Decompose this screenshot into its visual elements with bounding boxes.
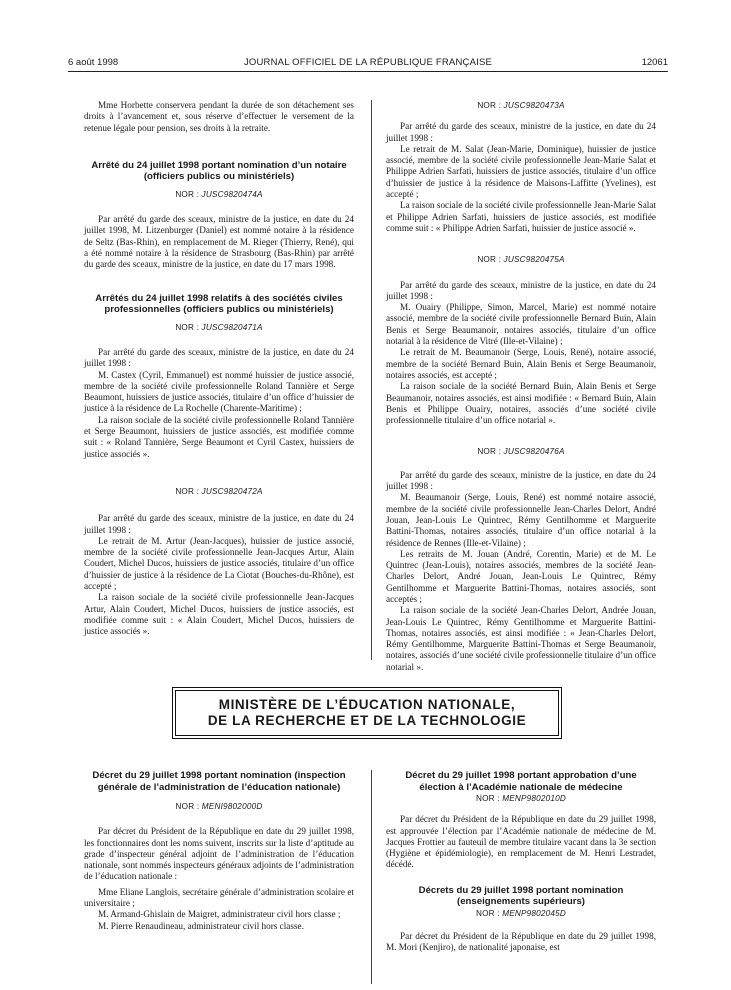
paragraph: M. Beaumanoir (Serge, Louis, René) est nommé notaire associé, membre de la société civile professionnelle Jean-Charles Delort, André Jouan, Jean-Louis Le Quintrec, Rémy Gentilhomme et Marguerite Battini-Thomas, notaires associés, titulaire d’un office notarial à la résidence de Rennes (Ille-et-Vilaine) ; [386, 492, 656, 548]
column-divider [371, 770, 372, 984]
nor-reference: NOR : JUSC9820474A [175, 189, 263, 199]
decree-title: Arrêté du 24 juillet 1998 portant nomination d’un notaire (officiers publics ou ministériels) [91, 159, 347, 183]
header-rule [68, 71, 668, 72]
paragraph: Les retraits de M. Jouan (André, Corentin, Marie) et de M. Le Quintrec (Jean-Louis), notaires associés, membres de la société Jean-Charles Delort, André Jouan, Jean-Louis Le Quintrec, Rémy Gentilhomme et Marguerite Battini-Thomas, notaires associés, sont acceptés ; [386, 548, 656, 604]
paragraph: Par décret du Président de la République en date du 29 juillet 1998, M. Mori (Kenjiro), de nationalité japonaise, est [386, 931, 656, 953]
decree-title: Décret du 29 juillet 1998 portant nomination (inspection générale de l’administration de l’éducation nationale) [92, 770, 346, 793]
column-divider [371, 100, 372, 660]
paragraph: Par décret du Président de la République en date du 29 juillet 1998, est approuvée l’élection par l’Académie nationale de médecine de M. Jacques Frottier au fauteuil de membre titulaire vacant dans la 3e section (Hygiène et épidémiologie), en remplacement de M. Henri Lestradet, décédé. [386, 814, 656, 870]
paragraph: M. Castex (Cyril, Emmanuel) est nommé huissier de justice associé, membre de la société civile professionnelle Roland Tannière et Serge Beaumont, huissiers de justice associés, titulaire d’un office d’huissier de justice à la résidence de La Rochelle (Charente-Maritime) ; [84, 369, 354, 414]
ministry-banner [175, 690, 559, 736]
paragraph: La raison sociale de la société Bernard Buin, Alain Benis et Serge Beaumanoir, notaires associés, est ainsi modifiée : « Bernard Buin, Alain Benis et Philippe Ouairy, notaires, associés d’une société civile professionnelle titulaire d’un office notarial ». [386, 381, 656, 426]
paragraph: La raison sociale de la société civile professionnelle Roland Tannière et Serge Beaumont, huissiers de justice associés, est modifiée comme suit : « Roland Tannière, Serge Beaumont et Cyril Castex, huissiers de justice associés ». [84, 414, 354, 459]
header-date: 6 août 1998 [68, 57, 119, 68]
nor-reference: NOR : MENP9802010D [475, 794, 567, 803]
paragraph: Le retrait de M. Salat (Jean-Marie, Dominique), huissier de justice associé, membre de la société civile professionnelle Jean-Marie Salat et Philippe Adrien Sarfati, huissiers de justice associés, titulaire d’un office d’huissier de justice à la résidence de Maisons-Laffitte (Yvelines), est accepté ; [386, 143, 656, 200]
paragraph: M. Pierre Renaudineau, administrateur civil hors classe. [98, 920, 304, 931]
top-left-column [84, 100, 354, 638]
top-right-column [386, 100, 656, 673]
bottom-left-column [84, 770, 354, 932]
decree-title: Décrets du 29 juillet 1998 portant nomination (enseignements supérieurs) [418, 884, 624, 908]
bottom-right-column [386, 770, 656, 954]
paragraph: Par arrêté du garde des sceaux, ministre de la justice, en date du 24 juillet 1998 : [386, 279, 656, 301]
paragraph: Par arrêté du garde des sceaux, ministre de la justice, en date du 24 juillet 1998 : [84, 513, 354, 535]
paragraph: Par arrêté du garde des sceaux, ministre de la justice, en date du 24 juillet 1998 : [84, 346, 354, 369]
header-journal-title: JOURNAL OFFICIEL DE LA RÉPUBLIQUE FRANÇAISE [243, 57, 493, 68]
decree-title: Décret du 29 juillet 1998 portant approbation d’une élection à l’Académie nationale de médecine [405, 770, 637, 793]
paragraph: Par arrêté du garde des sceaux, ministre de la justice, en date du 24 juillet 1998 : [386, 121, 656, 143]
paragraph: Le retrait de M. Artur (Jean-Jacques), huissier de justice associé, membre de la société civile professionnelle Jean-Jacques Artur, Alain Coudert, Michel Ducos, huissiers de justice associés, titulaire d’un office d’huissier de justice à la résidence de La Ciotat (Bouches-du-Rhône), est accepté ; [84, 535, 354, 592]
nor-reference: NOR : JUSC9820472A [175, 486, 263, 496]
page-header [68, 57, 668, 71]
nor-reference: NOR : MENI9802000D [175, 802, 263, 811]
paragraph: M. Armand-Ghislain de Maigret, administrateur civil hors classe ; [98, 909, 341, 920]
header-page-number: 12061 [641, 57, 668, 68]
paragraph: La raison sociale de la société civile professionnelle Jean-Marie Salat et Philippe Adrien Sarfati, huissiers de justice associés, est modifiée comme suit : « Philippe Adrien Sarfati, huissier de justice associé ». [386, 200, 656, 233]
ministry-line-2: DE LA RECHERCHE ET DE LA TECHNOLOGIE [207, 713, 527, 728]
paragraph: Par arrêté du garde des sceaux, ministre de la justice, en date du 24 juillet 1998 : [386, 469, 656, 492]
paragraph: La raison sociale de la société Jean-Charles Delort, Andrée Jouan, Jean-Louis Le Quintrec, Rémy Gentilhomme et Marguerite Battini-Thomas, notaires associés, est ainsi modifiée : « Jean-Charles Delort, Rémy Gentilhomme, Marguerite Battini-Thomas et Serge Beaumanoir, notaires, associés d’une société civile professionnelle titulaire d’un office notarial ». [386, 605, 656, 672]
paragraph: Par arrêté du garde des sceaux, ministre de la justice, en date du 24 juillet 1998, M. Litzenburger (Daniel) est nommé notaire à la résidence de Seltz (Bas-Rhin), en remplacement de M. Rieger (Thierry, René), qui a été nommé notaire à la résidence de Strasbourg (Bas-Rhin) par arrêté du garde des sceaux, ministre de la justice, en date du 17 mars 1998. [84, 214, 354, 270]
paragraph: Mme Eliane Langlois, secrétaire générale d’administration scolaire et universitaire ; [84, 886, 354, 909]
intro-paragraph: Mme Horbette conservera pendant la durée de son détachement ses droits à l’avancement et, sous réserve d’effectuer le versement de la retenue légale pour pension, ses droits à la retraite. [84, 100, 354, 133]
paragraph: La raison sociale de la société civile professionnelle Jean-Jacques Artur, Alain Coudert, Michel Ducos, huissiers de justice associés, est modifiée comme suit : « Alain Coudert, Michel Ducos, huissiers de justice associés ». [84, 592, 354, 637]
decree-title: Arrêtés du 24 juillet 1998 relatifs à des sociétés civiles professionnelles (officiers publics ou ministériels) [95, 292, 343, 316]
paragraph: Par décret du Président de la République en date du 29 juillet 1998, les fonctionnaires dont les noms suivent, inscrits sur la liste d’aptitude au grade d’inspecteur général adjoint de l’administration de l’éducation nationale, sont nommés inspecteurs généraux adjoints de l’administration de l’éducation nationale : [84, 826, 354, 882]
nor-reference: NOR : JUSC9820475A [477, 255, 565, 265]
nor-reference: NOR : JUSC9820476A [477, 447, 565, 457]
nor-reference: NOR : JUSC9820471A [175, 322, 263, 332]
nor-reference: NOR : MENP9802045D [475, 908, 567, 918]
nor-reference: NOR : JUSC9820473A [477, 101, 565, 110]
ministry-line-1: MINISTÈRE DE L’ÉDUCATION NATIONALE, [218, 697, 516, 712]
paragraph: M. Ouairy (Philippe, Simon, Marcel, Marie) est nommé notaire associé, membre de la société civile professionnelle Bernard Buin, Alain Benis et Serge Beaumanoir, notaires associés, titulaire d’un office notarial à la résidence de Vitré (Ille-et-Vilaine) ; [386, 302, 656, 347]
paragraph: Le retrait de M. Beaumanoir (Serge, Louis, René), notaire associé, membre de la société Bernard Buin, Alain Benis et Serge Beaumanoir, notaires associés, est accepté ; [386, 347, 656, 380]
